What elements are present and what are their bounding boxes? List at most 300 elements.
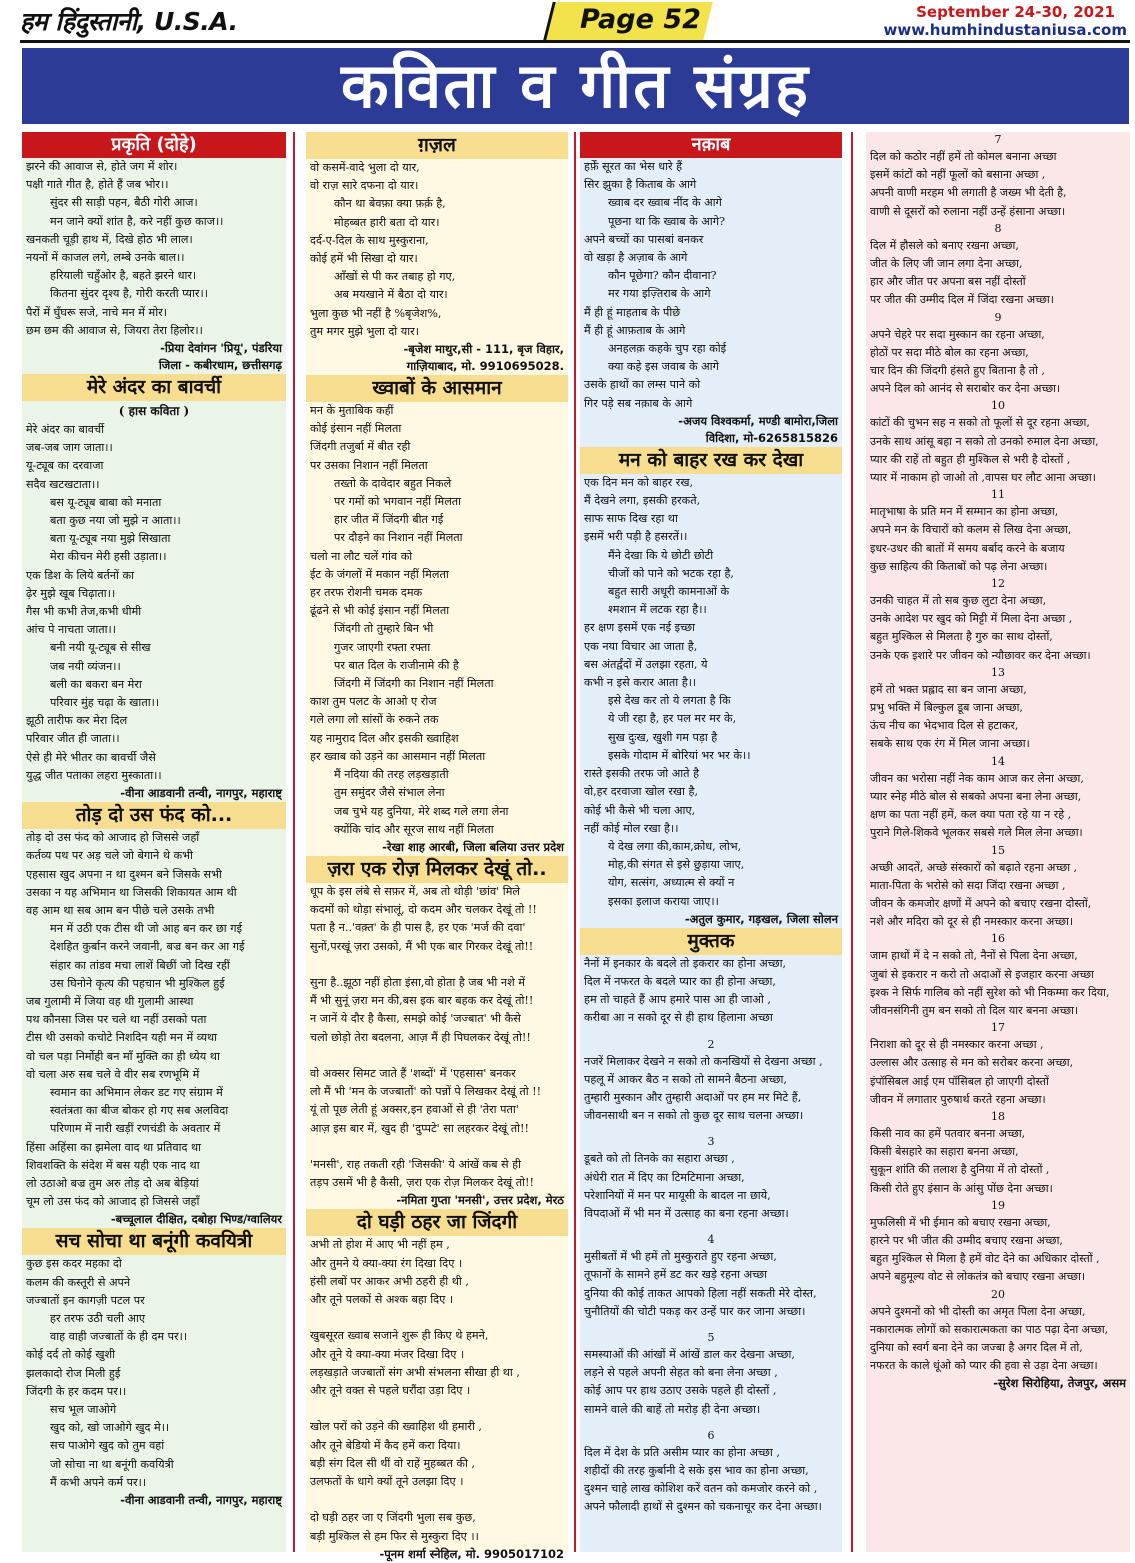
poem-line: [310, 956, 564, 974]
stanza-number: 18: [991, 1109, 1005, 1123]
poem-line: मैं ही हूं माहताब के पीछे: [584, 305, 681, 319]
poem-line: हर्फ़ें सूरत का भेस धारे हैं: [584, 160, 683, 173]
website-link[interactable]: www.humhindustaniusa.com: [883, 21, 1127, 39]
poem-title: मेरे अंदर का बावर्ची: [22, 374, 286, 401]
poem-line: दिल को कठोर नहीं हमें तो कोमल बनाना अच्छा: [870, 150, 1057, 163]
poem-line: मेरे अंदर का बावर्ची: [26, 423, 104, 437]
poem-line: जब गुलामी में जिया वह थी गुलामी आस्था: [26, 994, 194, 1008]
poem-line: जिंदगी तो तुम्हारे बिन भी: [334, 622, 434, 636]
poem-line: बता कुछ नया जो मुझे न आता।।: [50, 514, 181, 528]
poem-title: नक़ाब: [580, 132, 842, 158]
poem-line: अपने चेहरे पर सदा मुस्कान का रहना अच्छा,: [870, 327, 1045, 341]
poem-body: [22, 158, 286, 340]
poem-line: कुछ साहित्य की किताबों को पढ़ लेना अच्छा।: [870, 559, 1048, 573]
poem-line: अपने फौलादी हाथों से दुश्मन को चकनाचूर कर देना अच्छा।: [584, 1500, 822, 1514]
poem-line: ये जी रहा है, हर पल मर मर के,: [608, 712, 737, 726]
poem-line: मन के मुताबिक कहीं: [310, 404, 394, 418]
poem-line: बस अंतर्द्वंदों में उलझा रहता, ये: [584, 657, 708, 671]
poem-line: [310, 1491, 564, 1509]
poem-line: यह नामुराद दिल और इसकी ख्वाहिश: [310, 731, 459, 745]
poem-line: मर गया इज़्तिराब के आगे: [608, 287, 711, 301]
poem-line: इसका इलाज कराया जाए।।: [608, 894, 719, 908]
stanza: [866, 681, 1130, 754]
paper-name: हम हिंदुस्तानी, U.S.A.: [20, 7, 238, 36]
poem-line: उस घिनोने कृत्य की पहचान भी मुश्किल हुई: [50, 976, 225, 990]
poem-line: सुकून शांति की तलाश है दुनिया में तो दोस्तों ,: [870, 1163, 1050, 1177]
poem-line: पर जीत की उम्मीद दिल में जिंदा रखना अच्छा।: [870, 293, 1054, 307]
poem-line: जिंदगी तजुर्बा में बीत रही: [310, 440, 411, 454]
stanza-gap: [580, 1028, 842, 1037]
poem-line: मैं कभी अपने कर्म पर।।: [50, 1475, 147, 1489]
poem-line: स्वमान का अभिमान लेकर डट गए संग्राम में: [50, 1085, 223, 1099]
poem-line: नफरत के काले धूंओ को प्यार की हवा से उड़ा देना अच्छा।: [870, 1359, 1098, 1373]
poem-line: जब नयी व्यंजन।।: [50, 659, 121, 673]
poem-line: संहार का तांडव मचा लाशें बिछीं जो दिख रहीं: [50, 958, 230, 972]
poem-line: उलफतों के धागे क्यों तूने उलझा दिए ।: [310, 1475, 464, 1488]
poem-title: दो घड़ी ठहर जा जिंदगी: [306, 1209, 568, 1236]
poem-line: पथ कौनसा जिस पर चले था नहीं उसको पता: [26, 1013, 207, 1027]
poem-line: खुद को, खो जाओगे खुद मे।।: [50, 1421, 170, 1435]
poem-line: परिवार मुंह चढ़ा के खाता।।: [50, 696, 160, 710]
stanza-gap: [580, 1419, 842, 1428]
poem-line: मन जाने क्यों शांत है, करे नहीं कुछ काज।।: [50, 214, 224, 228]
stanza: [580, 1053, 842, 1126]
poem-line: बड़ी संग दिल सी थीं वो राहें मुहब्बत की ,: [310, 1456, 475, 1470]
poem-line: हर ख्वाब को उड़ने का आसमान नहीं मिलता: [310, 749, 486, 763]
poem-line: यूं तो पूछ लेती हूं अक्सर,इन हवाओं से ही 'तेरा पता': [310, 1103, 519, 1117]
poem-line: चूम लो उस फंद को आजाद हो जिससे जहाँ: [26, 1195, 200, 1209]
poem-line: दुनिया की कोई ताकत आपको हिला नहीं सकती मेरे दोस्त,: [584, 1286, 817, 1300]
poem-author: जिला - कबीरधाम, छत्तीसगढ़: [158, 358, 282, 373]
poem-author: -वीना आडवानी तन्वी, नागपुर, महाराष्ट्: [120, 1493, 282, 1507]
stanza: [866, 148, 1130, 221]
poem-line: तड़प उसमें भी है कैसी, ज़रा एक रोज़ मिलकर देखूं तो!!: [310, 1176, 535, 1190]
poem-line: मैं देखने लगा, इसकी हरकते,: [584, 494, 701, 508]
stanza: [580, 1346, 842, 1419]
poem-line: स्वतंत्रता का बीज बोकर हो गए सब अलविदा: [50, 1104, 229, 1118]
poem-line: तुम समुंदर जैसे संभाल लेना: [334, 786, 445, 800]
poem-line: सदैव खटखटाता।।: [26, 477, 100, 491]
poem-line: ख्वाब दर ख्वाब नींद के आगे: [608, 196, 722, 210]
stanza: [866, 326, 1130, 399]
poem-title: मुक्तक: [580, 928, 842, 955]
stanza: [866, 859, 1130, 932]
column-1: [22, 132, 286, 1552]
poem-line: दिल में हौसले को बनाए रखना अच्छा,: [870, 238, 1019, 252]
stanza-number: 9: [994, 310, 1002, 324]
stanza-number: 3: [707, 1135, 715, 1149]
poem-line: उल्लास और उत्साह से मन को सरोबर करना अच्छा,: [870, 1056, 1074, 1070]
poem-line: दर्द-ए-दिल के साथ मुस्कुराना,: [310, 233, 429, 247]
poem-line: सुख दुःख, खुशी गम पड़ा है: [608, 730, 718, 744]
poem-line: तूफानों के सामने हमें डट कर खड़े रहना अच्छा: [584, 1268, 767, 1282]
poem-line: नजरें मिलाकर देखने न सको तो कनखियों से देखना अच्छा ,: [584, 1054, 823, 1068]
header-rule: [20, 40, 1130, 43]
poem-line: कोई हमें भी सिखा दो यार।: [310, 252, 418, 266]
poem-line: जीवन में लगातार पुरुषार्थ करते रहना अच्छा।: [870, 1092, 1046, 1106]
poem-line: अपने बच्चों का पासबां बनकर: [584, 232, 704, 246]
poem-line: हरियाली चहुँओर है, बहते झरने धार।: [50, 269, 197, 283]
poem-line: ये देख लगा की,काम,क्रोध, लोभ,: [608, 839, 742, 853]
stanza-number: 20: [991, 1287, 1005, 1301]
poem-line: बहुत मुश्किल से मिलता है गुरु का साथ दोस्तों,: [870, 630, 1053, 644]
poem-line: परिवार जीत ही जाता।।: [26, 732, 120, 746]
stanza: [580, 955, 842, 1028]
poem-line: अब मयखाने में बैठा दो यार।: [334, 288, 448, 302]
poem-line: परिणाम में नारी खड़ीं रणचंडी के अवतार में: [50, 1122, 221, 1136]
poem-line: कांटों की चुभन सह न सको तो फूलों से दूर रहना अच्छा,: [870, 416, 1090, 430]
stanza-number: 5: [707, 1330, 715, 1344]
poem-line: किसी नाव का हमें पतवार बनना अच्छा,: [870, 1126, 1026, 1140]
poem-line: जब चुभे यह दुनिया, मेरे शब्द गले लगा लेना: [334, 804, 509, 818]
poem-title: ख्वाबों के आसमान: [306, 375, 568, 402]
poem-line: आँखों से पी कर तबाह हो गए,: [334, 270, 456, 284]
poem-line: शिवशक्ति के संदेश में बस यही एक नाद था: [26, 1158, 200, 1172]
poem-line: पता है न..'वक़्त' के ही पास है, हर एक 'मर्ज की दवा': [310, 921, 526, 935]
poem-line: नशे और मदिरा को दूर से ही नमस्कार करना अच्छा।: [870, 915, 1074, 929]
poem-line: समस्याओं की आंखों में आंखें डाल कर देखना अच्छा,: [584, 1347, 795, 1361]
stanza-number: 6: [707, 1428, 715, 1442]
poem-line: उनकी चाहत में तो सब कुछ लुटा देना अच्छा,: [870, 594, 1047, 608]
poem-line: देशहित कुर्बान करने जवानी, बज्र बन कर आ गई: [50, 940, 245, 954]
poem-author: -बृजेश माथुर,सी - 111, बृज विहार,: [403, 342, 564, 357]
poem-line: उनके आदेश पर खुद को मिट्टी में मिला देना अच्छा ,: [870, 612, 1073, 626]
poem-author: -बच्चूलाल दीक्षित, दबोहा भिण्ड/ग्वालियर: [110, 1212, 282, 1227]
poem-line: कर्तव्य पथ पर अड़ चले जो बेगाने थे कभी: [26, 849, 193, 863]
poem-line: इसे देख कर तो ये लगता है कि: [608, 694, 731, 708]
poem-body: [22, 421, 286, 785]
poem-line: जीवनसंगिनी तुम बन सको तो दिल यार बनना अच्छा।: [870, 1003, 1079, 1017]
poem-line: योग, सत्संग, अध्यात्म से क्यों न: [608, 876, 735, 890]
poem-line: तख्तो के दावेदार बहुत निकले: [334, 476, 452, 490]
poem-author: विदिशा, मो-6265815826: [705, 430, 838, 445]
poem-line: अनहलक़ कहके चुप रहा कोई: [608, 342, 727, 356]
stanza: [866, 414, 1130, 487]
poem-line: खोल परों को उड़ने की ख्वाहिश थी हमारी ,: [310, 1420, 482, 1434]
poem-line: मैं भी सुनूं ज़रा मन की,बस इक बार बहक कर देखूं तो!!: [310, 994, 534, 1008]
poem-line: पर उसका निशान नहीं मिलता: [310, 458, 428, 472]
stanza: [866, 1303, 1130, 1376]
stanza-gap: [580, 1223, 842, 1232]
poem-line: हर क्षण इसमें एक नई इच्छा: [584, 621, 695, 635]
poem-line: इंपॉसिबल आई एम पॉसिबल हो जाएगी दोस्तों: [870, 1074, 1049, 1088]
poem-line: [310, 1400, 564, 1418]
poem-line: झरने की आवाज से, होते जग में शोर।: [26, 160, 178, 173]
poem-line: दुनिया को स्वर्ग बना देने का जज्बा है अगर दिल में तो,: [870, 1340, 1083, 1354]
poem-line: उनके एक इशारे पर जीवन को न्यौछावर कर देना अच्छा।: [870, 648, 1091, 662]
stanza: [580, 1444, 842, 1517]
poem-line: टीस थी उसको कचोटे निशदिन यही मन में व्यथा: [26, 1031, 218, 1045]
poem-line: और तुमने ये क्या-क्या रंग दिखा दिए ।: [310, 1256, 463, 1270]
poem-line: मुसीबतों में भी हमें तो मुस्कुराते हुए रहना अच्छा,: [584, 1250, 777, 1264]
poem-line: मैं नदिया की तरह लड़खड़ाती: [334, 768, 449, 782]
poem-line: मन में उठी एक टीस थी जो आह बन कर छा गई: [50, 922, 243, 936]
poem-line: जुबां से इकरार न करो तो अदाओं से इजहार करना अच्छा: [870, 967, 1094, 981]
poem-line: हमें तो भक्त प्रह्लाद सा बन जाना अच्छा,: [870, 682, 1027, 696]
stanza-gap: [580, 1321, 842, 1330]
poem-line: अभी तो होश में आए भी नहीं हम ,: [310, 1238, 450, 1252]
poem-line: नहीं कोई मोल रखा है।।: [584, 821, 679, 835]
poem-author: -वीना आडवानी तन्वी, नागपुर, महाराष्ट्: [120, 786, 282, 801]
poem-line: लो उठाओ बज्र तुम अरु तोड़ दो अब बेड़ियां: [26, 1176, 199, 1190]
poem-line: कदमों को थोड़ा संभालूं, दो कदम और चलकर देखूं तो !!: [310, 903, 537, 917]
poem-line: अपने दुश्मनों को भी दोस्ती का अमृत पिला देना अच्छा,: [870, 1304, 1086, 1318]
stanza-gap: [580, 1517, 842, 1526]
poem-line: वो चला अरु सब चले वे वीर सब रणभूमि में: [26, 1067, 200, 1081]
poem-line: लड़खड़ाते जज्बातों संग अभी संभलना सीखा ही था ,: [310, 1365, 520, 1379]
poem-line: बली का बकरा बन मेरा: [50, 677, 142, 691]
poem-line: प्रभु भक्ति में बिल्कुल डूब जाना अच्छा,: [870, 701, 1023, 715]
poem-line: कभी न इसे करार आता है।।: [584, 676, 697, 690]
stanza: [866, 592, 1130, 665]
stanza-number: 11: [991, 488, 1005, 502]
poem-author: -अतुल कुमार, गड़खल, जिला सोलन: [684, 911, 838, 926]
poem-line: प्यार स्नेह मीठे बोल से सबको अपना बना लेना अच्छा,: [870, 789, 1082, 803]
poem-line: कलम की कस्तूरी से अपने: [26, 1275, 131, 1289]
stanza-gap: [580, 1125, 842, 1134]
poem-line: बहुत मुश्किल से मिला है हमें वोट देने का अधिकार दोस्तों ,: [870, 1252, 1100, 1266]
poem-author: -नमिता गुप्ता 'मनसी', उत्तर प्रदेश, मेरठ: [396, 1193, 564, 1208]
poem-title: प्रकृति (दोहे): [22, 132, 286, 158]
poem-line: परेशानियों में मन पर मायूसी के बादल ना छाये,: [584, 1188, 771, 1202]
poem-author: -अजय विश्वकर्मा, मण्डी बामोरा,जिला: [678, 413, 838, 428]
poem-line: न जानें ये दौर है कैसा, समझे कोई 'जज्बात' भी कैसे: [310, 1012, 521, 1026]
poem-line: कोई दर्द तो कोई खुशी: [26, 1348, 116, 1362]
poem-line: जीवन के कमजोर क्षणों में अपने को बचाए रखना दोस्तों,: [870, 896, 1092, 910]
column-2: [306, 132, 568, 1561]
poem-line: इधर-उधर की बातों में समय बर्बाद करने के बजाय: [870, 541, 1065, 555]
poem-line: होठों पर सदा मीठे बोल का रहना अच्छा,: [870, 345, 1029, 359]
stanza: [866, 1214, 1130, 1287]
poem-line: बता यू-ट्यूब नया मुझे सिखाता: [50, 532, 171, 546]
poem-line: पर गमों को भगवान नहीं मिलता: [334, 495, 462, 509]
poem-line: श्मशान में लटक रहा है।।: [608, 603, 707, 617]
poem-line: अपने दिल को आनंद से सराबोर कर देना अच्छा।: [870, 382, 1061, 396]
poem-line: सबके साथ एक रंग में मिल जाना अच्छा।: [870, 737, 1030, 751]
poem-line: मैंने देखा कि ये छोटी छोटी: [608, 548, 714, 562]
poem-line: डूबते को तो तिनके का सहारा अच्छा ,: [584, 1152, 735, 1166]
column-divider: [851, 132, 853, 1552]
poem-title: ग़ज़ल: [306, 132, 568, 159]
poem-body: [306, 1236, 568, 1545]
poem-line: खुबसूरत ख्वाब सजाने शुरू ही किए थे हमने,: [310, 1329, 489, 1343]
poem-line: कितना सुंदर दृश्य है, गोरी करती प्यार।।: [50, 287, 208, 301]
poem-author: -रेखा शाह आरबी, जिला बलिया उत्तर प्रदेश: [382, 839, 564, 854]
poem-line: गिर पड़े सब नक़ाब के आगे: [584, 396, 693, 410]
poem-line: इश्क ने सिर्फ गालिब को नहीं सुरेश को भी निकम्मा कर दिया,: [870, 985, 1110, 999]
poem-line: सुना है..झूठा नहीं होता इंसा,वो होता है जब भी नशे में: [310, 975, 525, 989]
poem-line: दुश्मन चाहे लाख कोशिश करें वतन को कमजोर करने को ,: [584, 1482, 818, 1496]
poem-line: वो कसमें-वादे भुला दो यार,: [310, 161, 420, 174]
poem-line: मातृभाषा के प्रति मन में सम्मान का होना अच्छा,: [870, 505, 1059, 519]
poem-line: जो सोचा ना था बनूंगी कवयित्री: [50, 1457, 174, 1471]
poem-line: लो मैं भी 'मन के जज्बातों' को पन्नों पे लिखकर देखूं तो !!: [310, 1085, 542, 1099]
poem-author: गाज़ियाबाद, मो. 9910695028.: [406, 359, 564, 374]
poem-line: अपने बहुमूल्य वोट से लोकतंत्र को बचाए रखना अच्छा।: [870, 1270, 1086, 1284]
poem-line: इसके गोदाम में बोरियां भर भर के।।: [608, 748, 751, 762]
poem-body: [580, 158, 842, 413]
poem-line: ऊंच नीच का भेदभाव दिल से हटाकर,: [870, 719, 1019, 733]
column-3: [580, 132, 842, 1552]
column-divider: [574, 132, 576, 1552]
poem-line: गले लगा लो सांसों के रुकने तक: [310, 713, 439, 727]
poem-line: पर बात दिल के राजीनामे की है: [334, 658, 459, 672]
poem-line: ढ़ेर मुझे खूब चिढ़ाता।।: [26, 586, 116, 600]
poem-line: चार दिन की जिंदगी हंसते हुए बिताना है तो ,: [870, 364, 1045, 378]
poem-line: खनकती चूड़ी हाथ में, दिखे होठ भी लाल।: [26, 232, 193, 246]
poem-line: और तूने बेडियो में कैद हमें करा दिया।: [310, 1438, 461, 1452]
poem-line: दो घड़ी ठहर जा ए जिंदगी भुला सब कुछ,: [310, 1511, 476, 1525]
poem-line: कोई आप पर हाथ उठाए उसके पहले ही दोस्तों ,: [584, 1384, 777, 1398]
poem-line: यू-ट्यूब का दरवाजा: [26, 459, 104, 473]
poem-line: तुम मगर मुझे भुला दो यार।: [310, 324, 419, 338]
poem-line: सच पाओगे खुद को तुम वहां: [50, 1439, 165, 1453]
poem-line: नैनों में इनकार के बदले तो इकरार का होना अच्छा,: [584, 956, 787, 970]
poem-line: हिंसा अहिंसा का झमेला वाद था प्रतिवाद था: [26, 1140, 202, 1154]
stanza: [866, 503, 1130, 576]
stanza: [866, 1125, 1130, 1198]
poem-line: किसी बेसहारे का सहारा बनना अच्छा,: [870, 1145, 1019, 1159]
poem-line: दिल में नफरत के बदले प्यार का ही होना अच्छा,: [584, 974, 776, 988]
poem-line: सुनों,परखूं ज़रा उसको, मैं भी एक बार गिरकर देखूं तो!!: [310, 939, 534, 953]
poem-line: कुछ इस कदर महका दो: [26, 1257, 122, 1271]
poem-line: नकारात्मक लोगों को सकारात्मकता का पाठ पढ़ा देना अच्छा,: [870, 1322, 1109, 1336]
poem-line: सिर झुका है किताब के आगे: [584, 178, 697, 192]
masthead: [0, 0, 1135, 42]
poem-line: वाह वाही जज्बातों के ही दम पर।।: [50, 1330, 188, 1344]
poem-author: -सुरेश सिरोहिया, तेजपुर, असम: [993, 1376, 1126, 1391]
poem-line: वो अक्सर सिमट जाते हैं 'शब्दों' में 'एहसास' बनकर: [310, 1066, 516, 1080]
poem-line: वह आम था सब आम बन पीछे चले उसके तभी: [26, 903, 215, 917]
poem-line: प्यार में नाकाम हो जाओ तो ,वापस घर लौट आना अच्छा।: [870, 471, 1096, 485]
poem-line: एक डिश के लिये बर्तनों का: [26, 568, 134, 582]
poem-line: जीवनसाथी बन न सको तो कुछ दूर साथ चलना अच्छा।: [584, 1109, 804, 1123]
column-divider: [293, 132, 295, 1552]
poem-line: अपनी वाणी मरहम भी लगाती है जख्म भी देती है,: [870, 186, 1067, 200]
poem-line: कोई भी कैसे भी चला आए,: [584, 803, 696, 817]
poem-line: क्या कहे इस जवाब के आगे: [608, 360, 719, 374]
poem-line: हम तो चाहते हैं आप हमारे पास आ ही जाओ ,: [584, 993, 771, 1007]
poem-body: [306, 402, 568, 839]
poem-line: एहसास खुद अपना न था दुश्मन बने जिसके सभी: [26, 867, 222, 881]
poem-line: चलो छोड़ो तेरा बदलना, आज़ मैं ही पिघलकर देखूं तो!!: [310, 1030, 531, 1044]
stanza-number: 15: [991, 843, 1005, 857]
poem-line: वो राज़ सारे दफना दो यार।: [310, 179, 419, 193]
poem-subtitle: ( हास कविता ): [118, 404, 190, 419]
poem-line: एक नया विचार आ जाता है,: [584, 639, 698, 653]
stanza: [866, 237, 1130, 310]
poem-line: ढूंढने से भी कोई इंसान नहीं मिलता: [310, 604, 450, 618]
poem-line: और तूने ये क्या-क्या मंजर दिखा दिए ।: [310, 1347, 465, 1361]
poem-line: ऐसे ही मेरे भीतर का बावर्ची जैसे: [26, 750, 156, 764]
poem-author: -पूनम शर्मा स्नेहिल, मो. 9905017102: [379, 1546, 564, 1561]
poem-title: तोड़ दो उस फंद को...: [22, 802, 286, 829]
poem-line: मोह,की संगत से इसे छुड़ाया जाए,: [608, 858, 745, 872]
poem-line: दिल में देश के प्रति असीम प्यार का होना अच्छा ,: [584, 1445, 780, 1459]
poem-body: [580, 474, 842, 911]
stanza-number: 14: [991, 754, 1005, 768]
poem-line: वो खड़ा है अज़ाब के आगे: [584, 251, 688, 265]
poem-line: पैरों में घुँघरू सजे, नाचे मन में मोर।: [26, 305, 167, 319]
poem-line: माता-पिता के भरोसे को सदा जिंदा रखना अच्छा ,: [870, 878, 1066, 892]
stanza-number: 13: [991, 665, 1005, 679]
poem-line: जाम हाथों में दे न सको तो, नैनों से पिला देना अच्छा,: [870, 949, 1078, 963]
poem-line: गुजर जाएगी रफ्ता रफ्ता: [334, 640, 431, 654]
poem-line: हंसी लबों पर आकर अभी ठहरी ही थी ,: [310, 1274, 469, 1288]
poem-line: बनी नयी यू-ट्यूब से सीख: [50, 641, 151, 655]
poem-line: पूछना था कि ख्वाब के आगे?: [608, 214, 726, 228]
poem-line: मुफलिसी में भी ईमान को बचाए रखना अच्छा,: [870, 1215, 1051, 1229]
stanza: [866, 1036, 1130, 1109]
page-label: Page 52: [580, 4, 701, 35]
poem-line: बड़ी मुश्किल से हम फिर से मुस्कुरा दिए ।।: [310, 1529, 479, 1543]
poem-line: मेरा कीचन मेरी हसी उड़ाता।।: [50, 550, 167, 564]
stanza-number: 12: [991, 577, 1005, 591]
poem-line: जज्बातों इन कागज़ी पटल पर: [26, 1293, 145, 1307]
poem-line: [310, 1047, 564, 1065]
poem-line: पक्षी गाते गीत है, होते हैं जब भोर।।: [26, 178, 169, 192]
column-4: [866, 132, 1130, 1552]
poem-line: ईट के जंगलों में मकान नहीं मिलता: [310, 567, 449, 581]
poem-line: करीबा आ न सको दूर से ही हाथ हिलाना अच्छा: [584, 1011, 773, 1025]
stanza-number: 17: [991, 1021, 1005, 1035]
poem-line: अंधेरी रात में दिए का टिमटिमाना अच्छा,: [584, 1170, 745, 1184]
stanza: [866, 770, 1130, 843]
poem-line: झूठी तारीफ कर मेरा दिल: [26, 714, 128, 728]
poem-line: सच भूल जाओगे: [50, 1402, 117, 1416]
poem-body: [22, 1255, 286, 1492]
poem-body: [306, 159, 568, 341]
poem-line: उसका न यह अभिमान था जिसकी शिकायत आम थी: [26, 885, 237, 899]
stanza: [580, 1248, 842, 1321]
poem-line: लड़ने से पहले अपनी सेहत को बना लेना अच्छा ,: [584, 1366, 778, 1380]
poem-line: क्षण का पता नहीं हमें, कल क्या पता रहे या न रहे ,: [870, 808, 1072, 822]
poem-line: जीत के लिए जी जान लगा देना अच्छा,: [870, 257, 1023, 271]
poem-body: [306, 883, 568, 1192]
poem-line: प्यार की राहें तो बहुत ही मुश्किल से भरी है दोस्तों ,: [870, 452, 1071, 466]
poem-line: जिंदगी में जिंदगी का निशान नहीं मिलता: [334, 677, 494, 691]
poem-line: [310, 1309, 564, 1327]
poem-line: मोहब्बत हारी बता दो यार।: [334, 215, 440, 229]
poem-title: ज़रा एक रोज़ मिलकर देखूं तो..: [306, 856, 568, 883]
stanza: [580, 1150, 842, 1223]
section-banner: [22, 48, 1129, 124]
poem-line: कौन पूछेगा? कौन दीवाना?: [608, 269, 717, 283]
poem-line: युद्ध जीत पताका लहरा मुस्काता।।: [26, 768, 162, 782]
poem-line: धूप के इस लंबे से सफ़र में, अब तो थोड़ी 'छांव' मिले: [310, 884, 520, 898]
stanza-number: 7: [994, 133, 1002, 146]
poem-line: साफ साफ दिख रहा था: [584, 512, 678, 526]
poem-line: 'मनसी', राह तकती रही 'जिसकी' ये आंखें कब से ही: [310, 1157, 522, 1171]
poem-line: पुराने गिले-शिकवे भूलकर सबसे गले मिल लेना अच्छा।: [870, 826, 1083, 840]
poem-line: अच्छी आदतें, अच्छे संस्कारों को बढ़ाते रहना अच्छा ,: [870, 860, 1078, 874]
poem-line: वाणी से दूसरों को रुलाना नहीं उन्हें हंसाना अच्छा।: [870, 204, 1066, 218]
poem-line: काश तुम पलट के आओ ए रोज: [310, 695, 437, 709]
poem-line: इसमें कांटों को नहीं फूलों को बसाना अच्छा ,: [870, 168, 1046, 182]
stanza-number: 10: [991, 399, 1005, 413]
poem-line: विपदाओं में भी मन में उत्साह का बना रहना अच्छा।: [584, 1206, 789, 1220]
poem-title: मन को बाहर रख कर देखा: [580, 447, 842, 474]
poem-line: बस यू-ट्यूब बाबा को मनाता: [50, 495, 162, 509]
poem-line: किसी रोते हुए इंसान के आंसु पोंछ देना अच्छा।: [870, 1181, 1053, 1195]
poem-line: चलो ना लौट चलें गांव को: [310, 549, 413, 563]
stanza-number: 4: [707, 1233, 715, 1247]
poem-body: [22, 829, 286, 1211]
poem-line: वो चल पड़ा निर्मोही बन माँ मुक्ति का ही ध्येय था: [26, 1049, 220, 1063]
poem-line: निराशा को दूर से ही नमस्कार करना अच्छा ,: [870, 1038, 1044, 1052]
poem-line: पर दौड़ने का निशान नहीं मिलता: [334, 531, 463, 545]
stanza-number: 19: [991, 1198, 1005, 1212]
